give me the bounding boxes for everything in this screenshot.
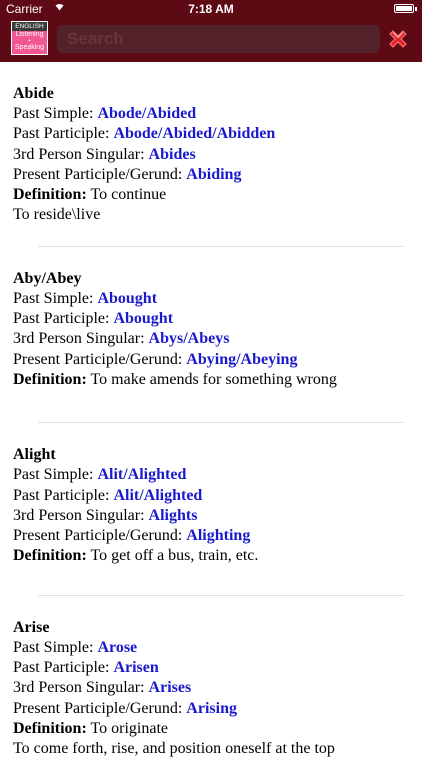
battery-icon <box>394 4 414 13</box>
past-simple-value: Arose <box>97 638 138 656</box>
third-person-value: Abides <box>148 145 196 163</box>
verb-word: Aby/Abey <box>13 269 82 287</box>
list-item[interactable] <box>0 596 422 760</box>
definition-text: To continue <box>86 186 167 204</box>
definition-label: Definition: <box>13 547 87 565</box>
logo-english: ENGLISH <box>12 22 47 31</box>
list-item[interactable] <box>0 247 422 423</box>
definition-text: To originate <box>86 719 169 737</box>
present-participle-value: Abiding <box>186 165 242 183</box>
list-item[interactable] <box>0 62 422 247</box>
past-participle-row <box>13 124 409 144</box>
present-participle-label: Present Participle/Gerund: <box>13 527 187 545</box>
definition-text: To get off a bus, train, etc. <box>86 547 259 565</box>
verb-word: Arise <box>13 618 50 636</box>
logo-listening: Listening <box>15 31 44 38</box>
past-participle-label: Past Participle: <box>13 125 114 143</box>
carrier-label: Carrier <box>6 2 43 16</box>
third-person-row <box>13 506 409 526</box>
past-participle-label: Past Participle: <box>13 310 114 328</box>
present-participle-label: Present Participle/Gerund: <box>13 699 187 717</box>
definition-row <box>13 185 409 205</box>
present-participle-row <box>13 350 409 370</box>
past-participle-value: Alit/Alighted <box>113 486 203 504</box>
third-person-label: 3rd Person Singular: <box>13 330 149 348</box>
past-simple-label: Past Simple: <box>13 289 98 307</box>
past-simple-row <box>13 104 409 124</box>
present-participle-row <box>13 526 409 546</box>
app-logo <box>11 21 48 55</box>
clock: 7:18 AM <box>188 2 234 16</box>
logo-speaking: Speaking <box>14 44 45 51</box>
past-participle-row <box>13 486 409 506</box>
definition-text: To make amends for something wrong <box>86 370 337 388</box>
present-participle-row <box>13 699 409 719</box>
present-participle-value: Arising <box>186 699 237 717</box>
past-simple-value: Abode/Abided <box>97 105 197 122</box>
battery-tip-icon <box>415 7 417 11</box>
definition-row <box>13 546 409 566</box>
close-icon <box>387 28 409 50</box>
past-participle-row <box>13 658 409 678</box>
past-simple-row <box>13 465 409 485</box>
verb-word: Abide <box>13 85 54 102</box>
past-simple-row <box>13 638 409 658</box>
present-participle-label: Present Participle/Gerund: <box>13 350 187 368</box>
past-simple-label: Past Simple: <box>13 466 98 484</box>
third-person-value: Alights <box>148 506 198 524</box>
past-participle-value: Abode/Abided/Abidden <box>113 125 276 143</box>
third-person-row <box>13 145 409 165</box>
definition-label: Definition: <box>13 186 87 204</box>
past-participle-label: Past Participle: <box>13 486 114 504</box>
third-person-label: 3rd Person Singular: <box>13 145 149 163</box>
third-person-value: Abys/Abeys <box>148 330 230 348</box>
navigation-bar <box>0 0 422 62</box>
logo-plus: + <box>28 38 31 44</box>
search-input[interactable] <box>57 25 380 53</box>
present-participle-row <box>13 165 409 185</box>
third-person-label: 3rd Person Singular: <box>13 506 149 524</box>
list-item[interactable] <box>0 423 422 595</box>
third-person-row <box>13 678 409 698</box>
past-simple-value: Alit/Alighted <box>97 466 187 484</box>
third-person-value: Arises <box>148 679 192 697</box>
definition-label: Definition: <box>13 719 87 737</box>
past-participle-label: Past Participle: <box>13 659 114 677</box>
present-participle-label: Present Participle/Gerund: <box>13 165 187 183</box>
definition-extra: To come forth, rise, and position oneself at the top <box>13 740 335 758</box>
clear-search-button[interactable] <box>385 26 411 52</box>
third-person-label: 3rd Person Singular: <box>13 679 149 697</box>
present-participle-value: Abying/Abeying <box>186 350 298 368</box>
definition-row <box>13 370 409 390</box>
present-participle-value: Alighting <box>186 527 251 545</box>
past-simple-label: Past Simple: <box>13 638 98 656</box>
definition-extra: To reside\live <box>13 206 101 224</box>
third-person-row <box>13 329 409 349</box>
status-bar <box>0 0 422 18</box>
past-simple-row <box>13 289 409 309</box>
past-simple-label: Past Simple: <box>13 105 98 122</box>
definition-label: Definition: <box>13 370 87 388</box>
definition-row <box>13 719 409 739</box>
past-participle-row <box>13 309 409 329</box>
past-participle-value: Arisen <box>113 659 159 677</box>
verb-word: Alight <box>13 446 56 464</box>
past-simple-value: Abought <box>97 289 158 307</box>
verb-list[interactable] <box>0 62 422 760</box>
past-participle-value: Abought <box>113 310 174 328</box>
